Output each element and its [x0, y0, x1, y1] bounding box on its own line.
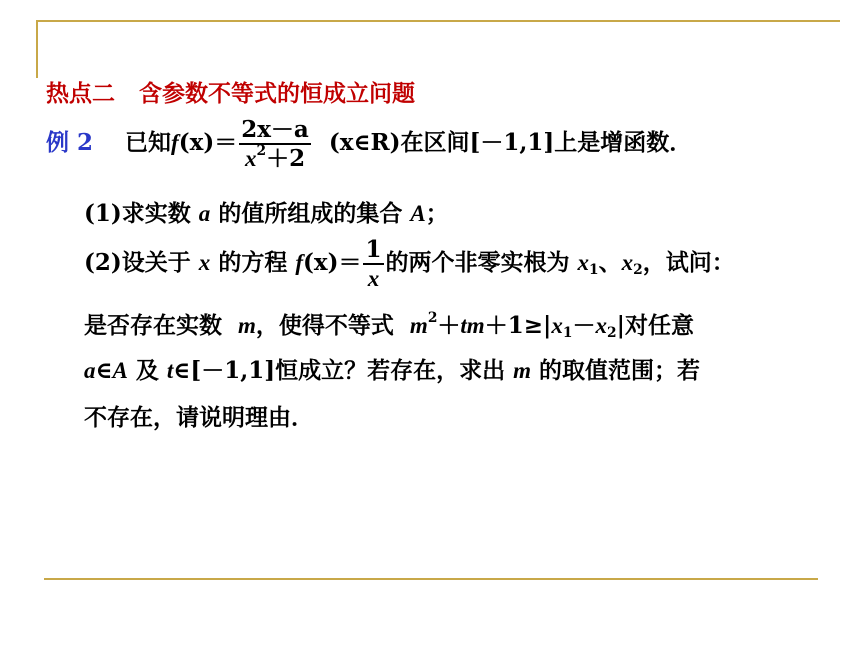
example-label: 例 2: [46, 129, 94, 156]
question-part-2: (2)设关于 x 的方程 f(x)＝ $\frac{1}{x}$ 的两个非零实根为 $x_1$、$x_2$，试问：: [84, 236, 735, 291]
var-A: A: [410, 201, 426, 226]
example-domain: (x∈R)在区间[－1,1]上是增函数．: [328, 129, 693, 156]
heading-part1: 热点二: [46, 80, 115, 107]
example-eq: ＝: [214, 129, 238, 156]
var-a: a: [198, 201, 211, 226]
question-part-1: (1)求实数 a 的值所组成的集合 A；: [84, 200, 449, 227]
example-paren: (x): [178, 129, 215, 156]
question-line-3: 是否存在实数 m，使得不等式 $m^2+tm+1\ge|x_1-x_2|$对任意: [84, 309, 694, 342]
frame-left-rule: [36, 20, 38, 78]
example-f: f: [171, 130, 179, 155]
var-x: x: [198, 250, 211, 275]
example-intro: 已知: [125, 129, 172, 156]
example-fraction: [239, 118, 311, 170]
frame-top-rule: [36, 20, 840, 22]
fraction-numerator: 2x－a: [241, 116, 309, 143]
question-line-5: 不存在，请说明理由．: [84, 404, 314, 431]
example-statement: [46, 118, 692, 170]
frame-bottom-rule: [44, 578, 818, 580]
reciprocal-fraction: $\frac{1}{x}$: [365, 236, 382, 291]
heading-part2: 含参数不等式的恒成立问题: [139, 80, 415, 107]
fraction-denominator: $x^2+2$: [244, 142, 306, 172]
section-heading: [46, 82, 415, 105]
question-line-4: a∈A 及 t∈[－1,1]恒成立？若存在，求出 m 的取值范围；若: [84, 357, 701, 384]
